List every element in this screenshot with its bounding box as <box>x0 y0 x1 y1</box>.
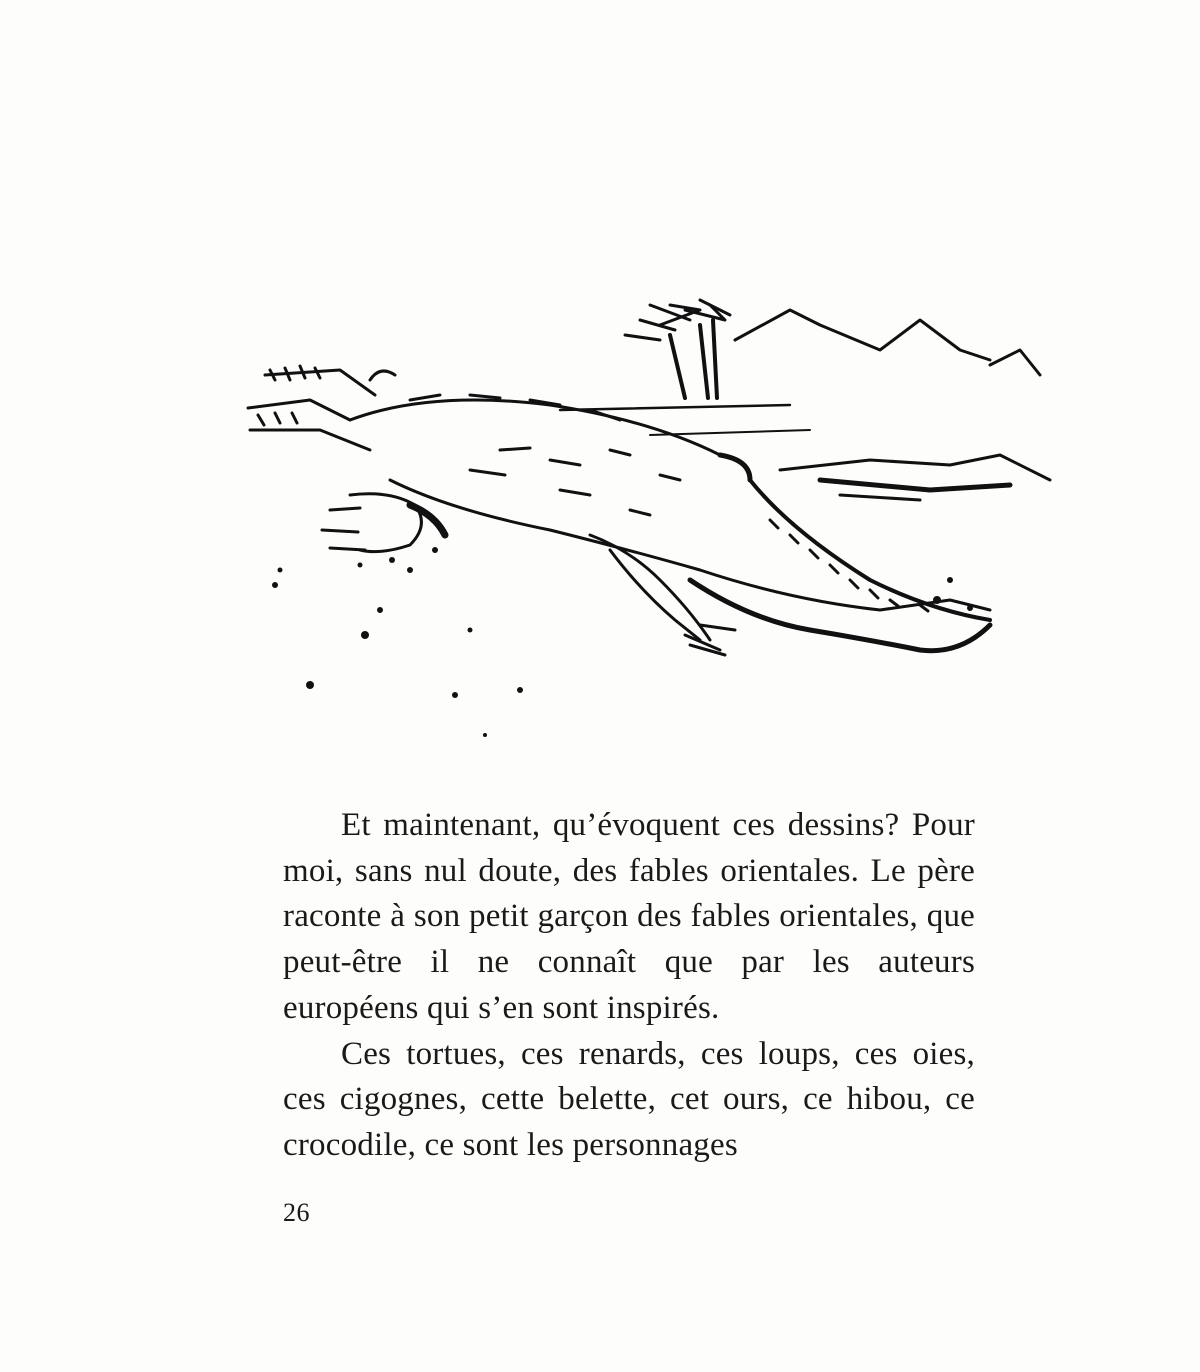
paragraph: Ces tortues, ces renards, ces loups, ces oies, ces cigognes, cette belette, cet ours, ce hibou, ce crocodile, ce sont les personnages <box>283 1035 975 1163</box>
paragraph: Et maintenant, qu’évoquent ces dessins? Pour moi, sans nul doute, des fables orientales. Le père raconte à son petit garçon des fables orientales, que peut-être il ne connaît que par les auteurs européens qui s’en sont inspirés. <box>283 807 975 1026</box>
body-text <box>283 803 975 1169</box>
crocodile-illustration <box>230 280 1090 760</box>
page-number: 26 <box>283 1198 310 1227</box>
